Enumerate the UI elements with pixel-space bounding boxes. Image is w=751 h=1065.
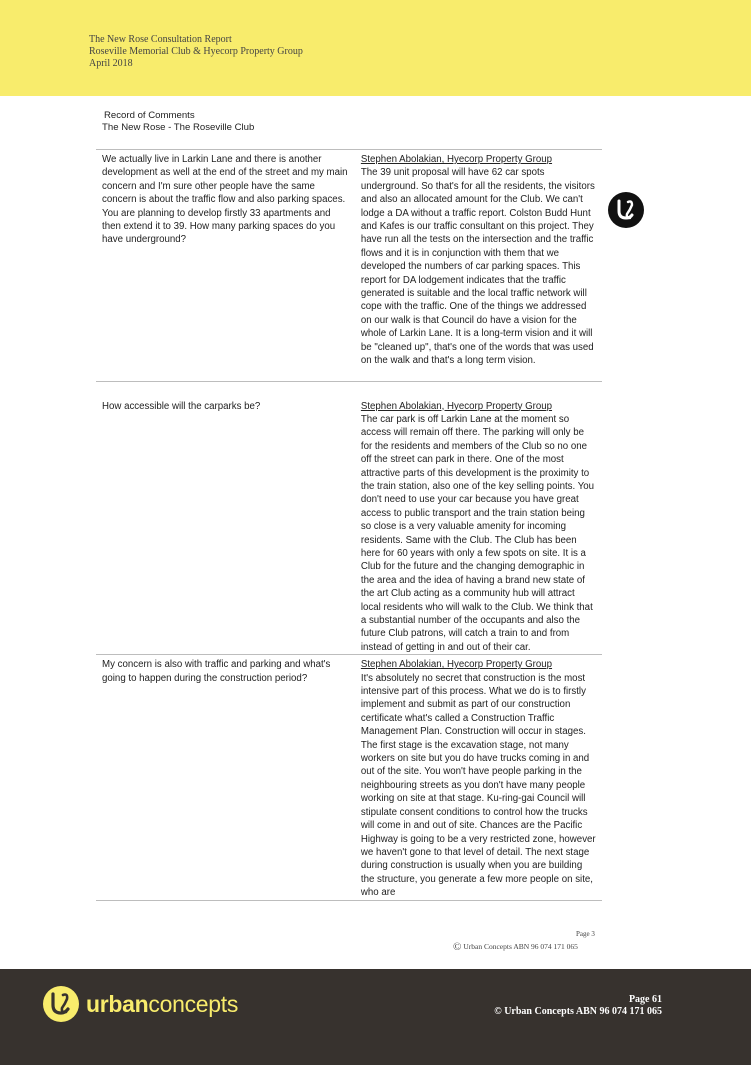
page-number: Page 61 bbox=[628, 994, 662, 1005]
footer-band bbox=[0, 969, 751, 1065]
question-cell: How accessible will the carparks be? bbox=[102, 400, 261, 412]
speaker-name: Stephen Abolakian, Hyecorp Property Group bbox=[360, 400, 553, 412]
brand-wordmark bbox=[86, 991, 238, 1018]
table-row bbox=[96, 381, 602, 655]
report-date: April 2018 bbox=[89, 58, 133, 69]
answer-cell bbox=[359, 150, 602, 382]
question-cell: We actually live in Larkin Lane and there is another development as well at the end of the street and my main concern and I'm sure other people have the same concern is about the traffic flow and also parking spaces. You are planning to develop firstly 33 apartments and then extend it to 39. How many parking spaces do you have underground? bbox=[102, 154, 348, 246]
answer-text: It's absolutely no secret that construction is the most intensive part of this process. What we do is to firstly implement and submit as part of our construction certificate what's called a Construction Traffic Management Plan. Construction will occur in stages. The first stage is the excavation stage, not many workers on site but you do have trucks coming in and out of the site. You won't have people parking in the neighbouring streets as you don't have many people working on site at that stage. Ku-ring-gai Council will stipulate consent conditions to control how the trucks will come in and out of site. Chances are the Pacific Highway is going to be a very restricted zone, however we haven't gone to that level of detail. The next stage during construction is usually when you are building the structure, you generate a few more people on site, who are bbox=[360, 672, 596, 899]
brand-bold: urban bbox=[86, 990, 149, 1017]
answer-text: The car park is off Larkin Lane at the moment so access will remain off there. The parking will only be for the residents and members of the Club so no one off the street can park in there. One of the most attractive parts of this development is the proximity to the train station, also one of the key selling points. You don't need to use your car because you have great access to public transport and the train station being so close is a very valuable amenity for incoming residents. Same with the Club. The Club has been here for 60 years with only a few spots on site. It is a Club for the future and the changing demographic in the area and the idea of having a brand new state of the art Club acting as a community hub will attract local residents who will walk to the Club. We think that a substantial number of the occupants and also the future Club patrons, will catch a train to and from instead of getting in and out of their car. bbox=[360, 413, 595, 653]
report-subtitle: Roseville Memorial Club & Hyecorp Property Group bbox=[89, 46, 303, 57]
table-row bbox=[96, 150, 602, 382]
footer-copyright: © Urban Concepts ABN 96 074 171 065 bbox=[494, 1006, 662, 1017]
answer-cell bbox=[359, 655, 602, 900]
urban-concepts-mark-icon bbox=[42, 985, 80, 1023]
inner-page-number: Page 3 bbox=[576, 930, 595, 938]
record-heading bbox=[102, 110, 254, 134]
urban-concepts-logo-icon bbox=[608, 192, 644, 228]
comments-table bbox=[96, 149, 602, 901]
header-band bbox=[0, 0, 751, 96]
brand-light: concepts bbox=[148, 990, 239, 1017]
question-cell: My concern is also with traffic and parking and what's going to happen during the construction period? bbox=[102, 659, 331, 684]
inner-copyright bbox=[453, 941, 578, 953]
inner-copyright-text: Urban Concepts ABN 96 074 171 065 bbox=[463, 942, 578, 951]
footer-logo bbox=[42, 985, 238, 1023]
report-header bbox=[89, 34, 303, 70]
record-title: Record of Comments bbox=[104, 110, 195, 121]
speaker-name: Stephen Abolakian, Hyecorp Property Group bbox=[360, 659, 553, 671]
report-title: The New Rose Consultation Report bbox=[89, 34, 232, 45]
record-subtitle: The New Rose - The Roseville Club bbox=[102, 122, 255, 133]
table-row bbox=[96, 655, 602, 900]
answer-cell bbox=[359, 381, 602, 655]
copyright-icon: © bbox=[453, 941, 462, 953]
answer-text: The 39 unit proposal will have 62 car spots underground. So that's for all the residents, the visitors and also an allocated amount for the Club. We can't lodge a DA without a traffic report. Colston Budd Hunt and Kafes is our traffic consultant on this project. They have run all the tests on the intersection and the traffic flows and it is in conjunction with them that we developed the numbers of car parking spaces. This report for DA lodgement indicates that the traffic generated is suitable and the local traffic network will cope with the traffic. One of the things we addressed on our walk is that Council do have a vision for the whole of Larkin Lane. It is a long-term vision and it will be "cleaned up", that's one of the words that was used on the walk and that's a long term vision. bbox=[360, 167, 595, 367]
footer-meta bbox=[494, 994, 662, 1018]
speaker-name: Stephen Abolakian, Hyecorp Property Group bbox=[360, 154, 553, 165]
